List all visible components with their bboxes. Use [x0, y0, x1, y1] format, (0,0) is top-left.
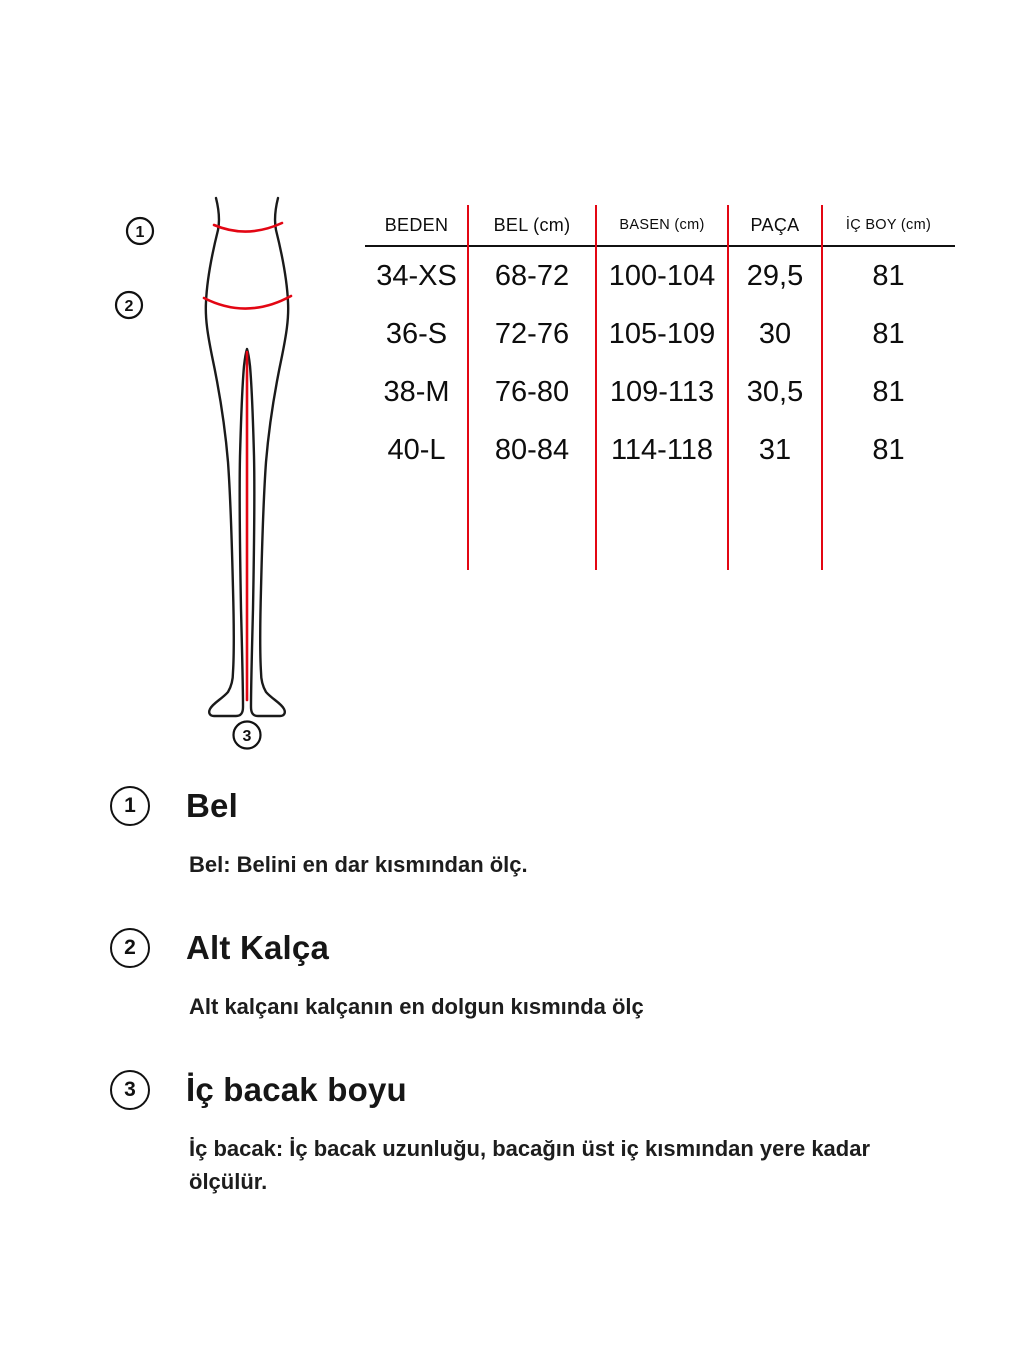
table-row	[365, 363, 955, 421]
cell-paca: 31	[758, 433, 792, 466]
cell-paca: 30,5	[746, 375, 804, 408]
header-basen: BASEN (cm)	[619, 217, 705, 233]
cell-size: 36-S	[385, 317, 448, 350]
table-row	[365, 421, 955, 479]
header-paca: PAÇA	[750, 214, 800, 235]
hip-measure-line	[204, 296, 291, 309]
cell-size: 40-L	[387, 433, 446, 466]
cell-ic-boy: 81	[872, 433, 905, 466]
header-beden: BEDEN	[384, 214, 449, 235]
cell-bel: 68-72	[494, 259, 570, 292]
header-ic-boy: İÇ BOY (cm)	[845, 217, 932, 233]
legend-title-ic-bacak: İç bacak boyu	[186, 1071, 407, 1108]
marker-1	[127, 218, 153, 244]
cell-bel: 80-84	[494, 433, 570, 466]
cell-size: 34-XS	[376, 259, 457, 292]
legend-badge-3: 3	[110, 1070, 150, 1110]
marker-2-label: 2	[124, 298, 134, 315]
marker-3-label: 3	[242, 728, 252, 745]
legs-measurement-diagram	[112, 194, 352, 754]
cell-paca: 29,5	[746, 259, 804, 292]
measurement-legend	[110, 786, 910, 1245]
legend-desc-alt-kalca: Alt kalçanı kalçanın en dolgun kısmında ölç	[189, 994, 644, 1019]
marker-1-label: 1	[135, 224, 145, 241]
cell-basen: 109-113	[609, 375, 715, 408]
marker-3	[234, 722, 261, 749]
column-divider	[821, 205, 823, 570]
cell-ic-boy: 81	[872, 259, 905, 292]
legend-desc-ic-bacak: İç bacak: İç bacak uzunluğu, bacağın üst iç kısmından yere kadar ölçülür.	[189, 1136, 871, 1194]
column-divider	[467, 205, 469, 570]
waist-measure-line	[214, 223, 282, 232]
legend-item-ic-bacak	[110, 1070, 910, 1198]
legend-title-bel: Bel	[186, 787, 238, 824]
table-row	[365, 305, 955, 363]
legend-title-alt-kalca: Alt Kalça	[186, 929, 330, 966]
size-chart-table	[365, 205, 955, 570]
cell-bel: 72-76	[494, 317, 570, 350]
legend-badge-1: 1	[110, 786, 150, 826]
column-divider	[727, 205, 729, 570]
cell-ic-boy: 81	[872, 317, 905, 350]
legend-item-bel	[110, 786, 910, 881]
cell-paca: 30	[758, 317, 792, 350]
cell-ic-boy: 81	[872, 375, 905, 408]
cell-basen: 105-109	[608, 317, 716, 350]
header-bel: BEL (cm)	[493, 214, 571, 235]
marker-2	[116, 292, 142, 318]
legend-badge-2: 2	[110, 928, 150, 968]
legs-diagram-svg	[112, 194, 352, 754]
cell-bel: 76-80	[494, 375, 570, 408]
size-chart-header-row	[365, 205, 955, 247]
cell-basen: 114-118	[610, 433, 714, 466]
cell-size: 38-M	[383, 375, 450, 408]
cell-basen: 100-104	[608, 259, 716, 292]
legend-item-alt-kalca	[110, 928, 910, 1023]
legend-desc-bel: Bel: Belini en dar kısmından ölç.	[189, 852, 528, 877]
column-divider	[595, 205, 597, 570]
table-row	[365, 247, 955, 305]
